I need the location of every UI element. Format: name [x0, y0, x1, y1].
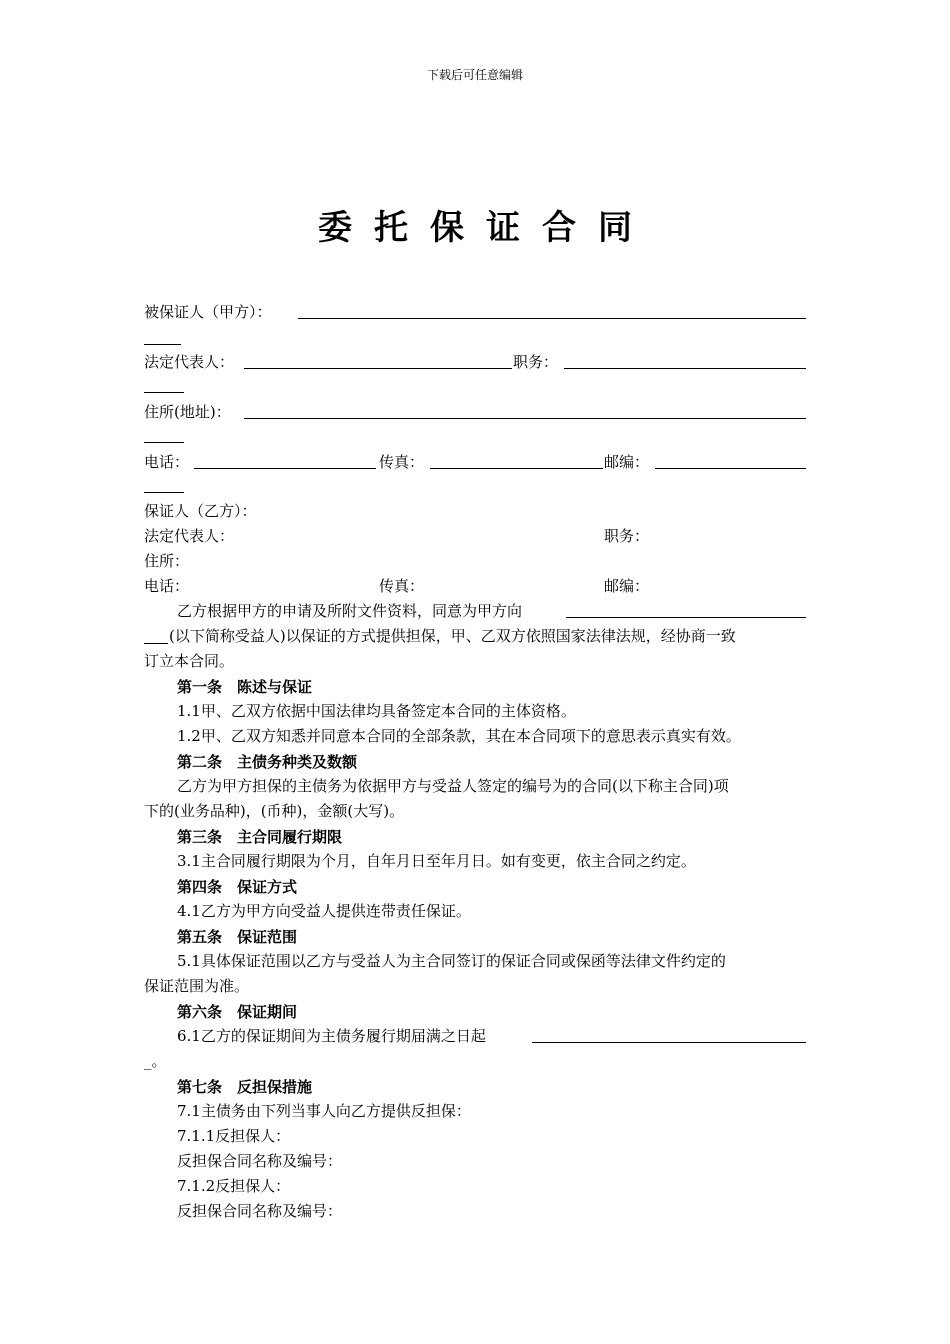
- party-a-phone-label: 电话：: [144, 453, 190, 471]
- clause-4-1: 4.1乙方为甲方向受益人提供连带责任保证。: [177, 902, 471, 920]
- party-a-address-blank[interactable]: [244, 418, 806, 419]
- clause-7-1-2-contract-name: 反担保合同名称及编号：: [177, 1202, 343, 1220]
- clause-2-line-2: 下的(业务品种)，(币种)，金额(大写)。: [144, 802, 405, 820]
- clause-7-1-1-contract-name: 反担保合同名称及编号：: [177, 1152, 343, 1170]
- clause-7-1-1: 7.1.1反担保人：: [177, 1127, 291, 1145]
- clause-1-1: 1.1甲、乙双方依据中国法律均具备签定本合同的主体资格。: [177, 702, 576, 720]
- party-a-postcode-blank-cont: [144, 492, 184, 493]
- intro-line-2: (以下简称受益人)以保证的方式提供担保，甲、乙双方依照国家法律法规，经协商一致: [169, 627, 736, 645]
- intro-line-3: 订立本合同。: [144, 652, 235, 670]
- article-2-heading: 第二条 主债务种类及数额: [177, 753, 358, 771]
- document-title: 委托保证合同: [318, 208, 654, 248]
- beneficiary-blank-cont: [144, 643, 168, 644]
- clause-6-1-end: _。: [144, 1052, 167, 1070]
- article-3-heading: 第三条 主合同履行期限: [177, 828, 343, 846]
- clause-6-1: 6.1乙方的保证期间为主债务履行期届满之日起: [177, 1027, 486, 1045]
- guarantee-period-blank[interactable]: [532, 1042, 806, 1043]
- party-a-label: 被保证人（甲方）：: [144, 303, 272, 321]
- article-4-heading: 第四条 保证方式: [177, 878, 298, 896]
- clause-7-1: 7.1主债务由下列当事人向乙方提供反担保：: [177, 1102, 471, 1120]
- clause-3-1: 3.1主合同履行期限为个月，自年月日至年月日。如有变更，依主合同之约定。: [177, 852, 696, 870]
- party-b-legal-rep-label: 法定代表人：: [144, 527, 235, 545]
- clause-2-line-1: 乙方为甲方担保的主债务为依据甲方与受益人签定的编号为的合同(以下称主合同)项: [177, 777, 729, 795]
- party-a-address-label: 住所(地址)：: [144, 403, 231, 421]
- clause-1-2: 1.2甲、乙双方知悉并同意本合同的全部条款，其在本合同项下的意思表示真实有效。: [177, 727, 741, 745]
- party-a-address-blank-cont: [144, 442, 184, 443]
- party-a-fax-blank[interactable]: [430, 468, 603, 469]
- party-b-label: 保证人（乙方）：: [144, 502, 257, 520]
- party-a-fax-label: 传真：: [379, 453, 425, 471]
- party-a-phone-blank[interactable]: [194, 468, 376, 469]
- article-7-heading: 第七条 反担保措施: [177, 1078, 313, 1096]
- article-5-heading: 第五条 保证范围: [177, 928, 298, 946]
- party-a-legal-rep-label: 法定代表人：: [144, 353, 235, 371]
- clause-5-1-line-2: 保证范围为准。: [144, 977, 250, 995]
- clause-5-1-line-1: 5.1具体保证范围以乙方与受益人为主合同签订的保证合同或保函等法律文件约定的: [177, 952, 726, 970]
- beneficiary-blank[interactable]: [566, 617, 806, 618]
- party-b-fax-label: 传真：: [379, 577, 425, 595]
- party-a-position-blank-cont: [144, 392, 184, 393]
- party-a-blank[interactable]: [298, 318, 806, 319]
- party-a-postcode-blank[interactable]: [655, 468, 806, 469]
- party-b-address-label: 住所：: [144, 552, 190, 570]
- party-a-postcode-label: 邮编：: [604, 453, 650, 471]
- party-b-position-label: 职务：: [604, 527, 650, 545]
- party-b-phone-label: 电话：: [144, 577, 190, 595]
- clause-7-1-2: 7.1.2反担保人：: [177, 1177, 291, 1195]
- party-a-legal-rep-blank[interactable]: [244, 368, 512, 369]
- page-header: 下载后可任意编辑: [426, 68, 523, 82]
- party-a-position-label: 职务：: [513, 353, 559, 371]
- party-a-position-blank[interactable]: [564, 368, 806, 369]
- article-1-heading: 第一条 陈述与保证: [177, 678, 313, 696]
- party-b-postcode-label: 邮编：: [604, 577, 650, 595]
- party-a-blank-cont: [144, 344, 181, 345]
- intro-line-1: 乙方根据甲方的申请及所附文件资料，同意为甲方向: [177, 602, 523, 620]
- article-6-heading: 第六条 保证期间: [177, 1003, 298, 1021]
